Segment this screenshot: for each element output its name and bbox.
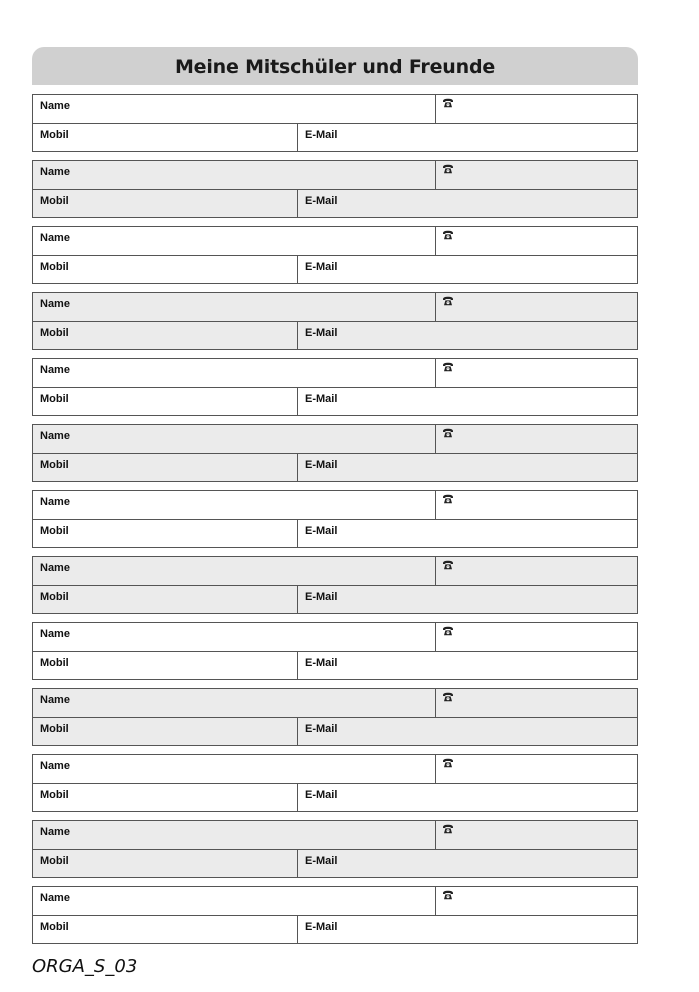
contact-row-top <box>33 557 637 585</box>
contact-row-bottom <box>33 321 637 350</box>
mobil-label: Mobil <box>40 393 69 405</box>
name-field[interactable] <box>33 359 436 387</box>
email-label: E-Mail <box>305 459 338 471</box>
email-field[interactable] <box>298 916 637 944</box>
mobil-label: Mobil <box>40 129 69 141</box>
contact-row-bottom <box>33 453 637 482</box>
contact-card-4 <box>32 292 638 350</box>
email-label: E-Mail <box>305 327 338 339</box>
email-field[interactable] <box>298 454 637 482</box>
email-field[interactable] <box>298 850 637 878</box>
mobil-label: Mobil <box>40 591 69 603</box>
phone-field[interactable] <box>436 491 637 519</box>
mobile-field[interactable] <box>33 718 298 746</box>
contact-row-top <box>33 425 637 453</box>
mobil-label: Mobil <box>40 459 69 471</box>
contact-card-6 <box>32 424 638 482</box>
name-field[interactable] <box>33 491 436 519</box>
email-field[interactable] <box>298 124 637 152</box>
name-field[interactable] <box>33 887 436 915</box>
email-label: E-Mail <box>305 723 338 735</box>
email-field[interactable] <box>298 520 637 548</box>
email-label: E-Mail <box>305 855 338 867</box>
mobil-label: Mobil <box>40 195 69 207</box>
contact-card-1 <box>32 94 638 152</box>
telephone-icon <box>442 362 637 372</box>
name-label: Name <box>40 628 70 640</box>
mobile-field[interactable] <box>33 586 298 614</box>
name-label: Name <box>40 430 70 442</box>
phone-field[interactable] <box>436 887 637 915</box>
email-field[interactable] <box>298 322 637 350</box>
email-label: E-Mail <box>305 261 338 273</box>
name-field[interactable] <box>33 95 436 123</box>
contact-row-bottom <box>33 783 637 812</box>
contact-row-bottom <box>33 123 637 152</box>
name-label: Name <box>40 100 70 112</box>
contact-row-bottom <box>33 915 637 944</box>
mobile-field[interactable] <box>33 784 298 812</box>
name-label: Name <box>40 694 70 706</box>
email-field[interactable] <box>298 190 637 218</box>
contact-row-top <box>33 821 637 849</box>
contact-row-top <box>33 755 637 783</box>
document-code: ORGA_S_03 <box>32 956 138 977</box>
phone-field[interactable] <box>436 95 637 123</box>
contact-row-bottom <box>33 519 637 548</box>
contact-row-top <box>33 689 637 717</box>
name-field[interactable] <box>33 557 436 585</box>
name-field[interactable] <box>33 623 436 651</box>
phone-field[interactable] <box>436 689 637 717</box>
contact-row-top <box>33 161 637 189</box>
telephone-icon <box>442 560 637 570</box>
email-label: E-Mail <box>305 393 338 405</box>
name-field[interactable] <box>33 161 436 189</box>
contact-row-bottom <box>33 849 637 878</box>
phone-field[interactable] <box>436 623 637 651</box>
phone-field[interactable] <box>436 425 637 453</box>
phone-field[interactable] <box>436 161 637 189</box>
email-label: E-Mail <box>305 591 338 603</box>
contact-card-2 <box>32 160 638 218</box>
mobile-field[interactable] <box>33 916 298 944</box>
name-label: Name <box>40 364 70 376</box>
telephone-icon <box>442 824 637 834</box>
telephone-icon <box>442 428 637 438</box>
mobile-field[interactable] <box>33 388 298 416</box>
contact-row-bottom <box>33 651 637 680</box>
mobil-label: Mobil <box>40 327 69 339</box>
phone-field[interactable] <box>436 821 637 849</box>
email-field[interactable] <box>298 586 637 614</box>
mobil-label: Mobil <box>40 261 69 273</box>
telephone-icon <box>442 758 637 768</box>
contact-card-3 <box>32 226 638 284</box>
mobil-label: Mobil <box>40 723 69 735</box>
name-label: Name <box>40 892 70 904</box>
mobile-field[interactable] <box>33 850 298 878</box>
name-field[interactable] <box>33 425 436 453</box>
contact-card-8 <box>32 556 638 614</box>
contact-row-top <box>33 227 637 255</box>
phone-field[interactable] <box>436 557 637 585</box>
mobil-label: Mobil <box>40 855 69 867</box>
name-field[interactable] <box>33 755 436 783</box>
contact-row-top <box>33 359 637 387</box>
mobile-field[interactable] <box>33 256 298 284</box>
mobile-field[interactable] <box>33 454 298 482</box>
email-field[interactable] <box>298 388 637 416</box>
phone-field[interactable] <box>436 359 637 387</box>
mobile-field[interactable] <box>33 520 298 548</box>
telephone-icon <box>442 296 637 306</box>
contact-card-5 <box>32 358 638 416</box>
phone-field[interactable] <box>436 227 637 255</box>
telephone-icon <box>442 98 637 108</box>
mobil-label: Mobil <box>40 525 69 537</box>
email-field[interactable] <box>298 784 637 812</box>
contact-card-7 <box>32 490 638 548</box>
mobil-label: Mobil <box>40 657 69 669</box>
contact-row-bottom <box>33 717 637 746</box>
contact-row-bottom <box>33 255 637 284</box>
page-header <box>32 47 638 85</box>
contact-row-top <box>33 95 637 123</box>
mobile-field[interactable] <box>33 124 298 152</box>
name-field[interactable] <box>33 293 436 321</box>
mobile-field[interactable] <box>33 190 298 218</box>
contact-row-bottom <box>33 189 637 218</box>
name-label: Name <box>40 562 70 574</box>
email-field[interactable] <box>298 256 637 284</box>
contact-card-11 <box>32 754 638 812</box>
contact-row-bottom <box>33 387 637 416</box>
contact-row-bottom <box>33 585 637 614</box>
contact-row-top <box>33 887 637 915</box>
phone-field[interactable] <box>436 755 637 783</box>
mobil-label: Mobil <box>40 789 69 801</box>
email-label: E-Mail <box>305 657 338 669</box>
contact-card-10 <box>32 688 638 746</box>
email-label: E-Mail <box>305 129 338 141</box>
mobil-label: Mobil <box>40 921 69 933</box>
contact-list <box>32 94 638 952</box>
contact-card-13 <box>32 886 638 944</box>
page-title: Meine Mitschüler und Freunde <box>174 55 496 78</box>
name-label: Name <box>40 232 70 244</box>
mobile-field[interactable] <box>33 322 298 350</box>
telephone-icon <box>442 626 637 636</box>
email-label: E-Mail <box>305 921 338 933</box>
telephone-icon <box>442 164 637 174</box>
name-label: Name <box>40 166 70 178</box>
name-field[interactable] <box>33 689 436 717</box>
mobile-field[interactable] <box>33 652 298 680</box>
telephone-icon <box>442 230 637 240</box>
email-field[interactable] <box>298 652 637 680</box>
name-label: Name <box>40 298 70 310</box>
email-label: E-Mail <box>305 789 338 801</box>
name-label: Name <box>40 826 70 838</box>
name-field[interactable] <box>33 821 436 849</box>
contact-card-12 <box>32 820 638 878</box>
contact-row-top <box>33 293 637 321</box>
email-field[interactable] <box>298 718 637 746</box>
name-label: Name <box>40 760 70 772</box>
contact-card-9 <box>32 622 638 680</box>
email-label: E-Mail <box>305 195 338 207</box>
phone-field[interactable] <box>436 293 637 321</box>
name-field[interactable] <box>33 227 436 255</box>
telephone-icon <box>442 692 637 702</box>
telephone-icon <box>442 494 637 504</box>
contact-row-top <box>33 623 637 651</box>
telephone-icon <box>442 890 637 900</box>
name-label: Name <box>40 496 70 508</box>
email-label: E-Mail <box>305 525 338 537</box>
contact-row-top <box>33 491 637 519</box>
